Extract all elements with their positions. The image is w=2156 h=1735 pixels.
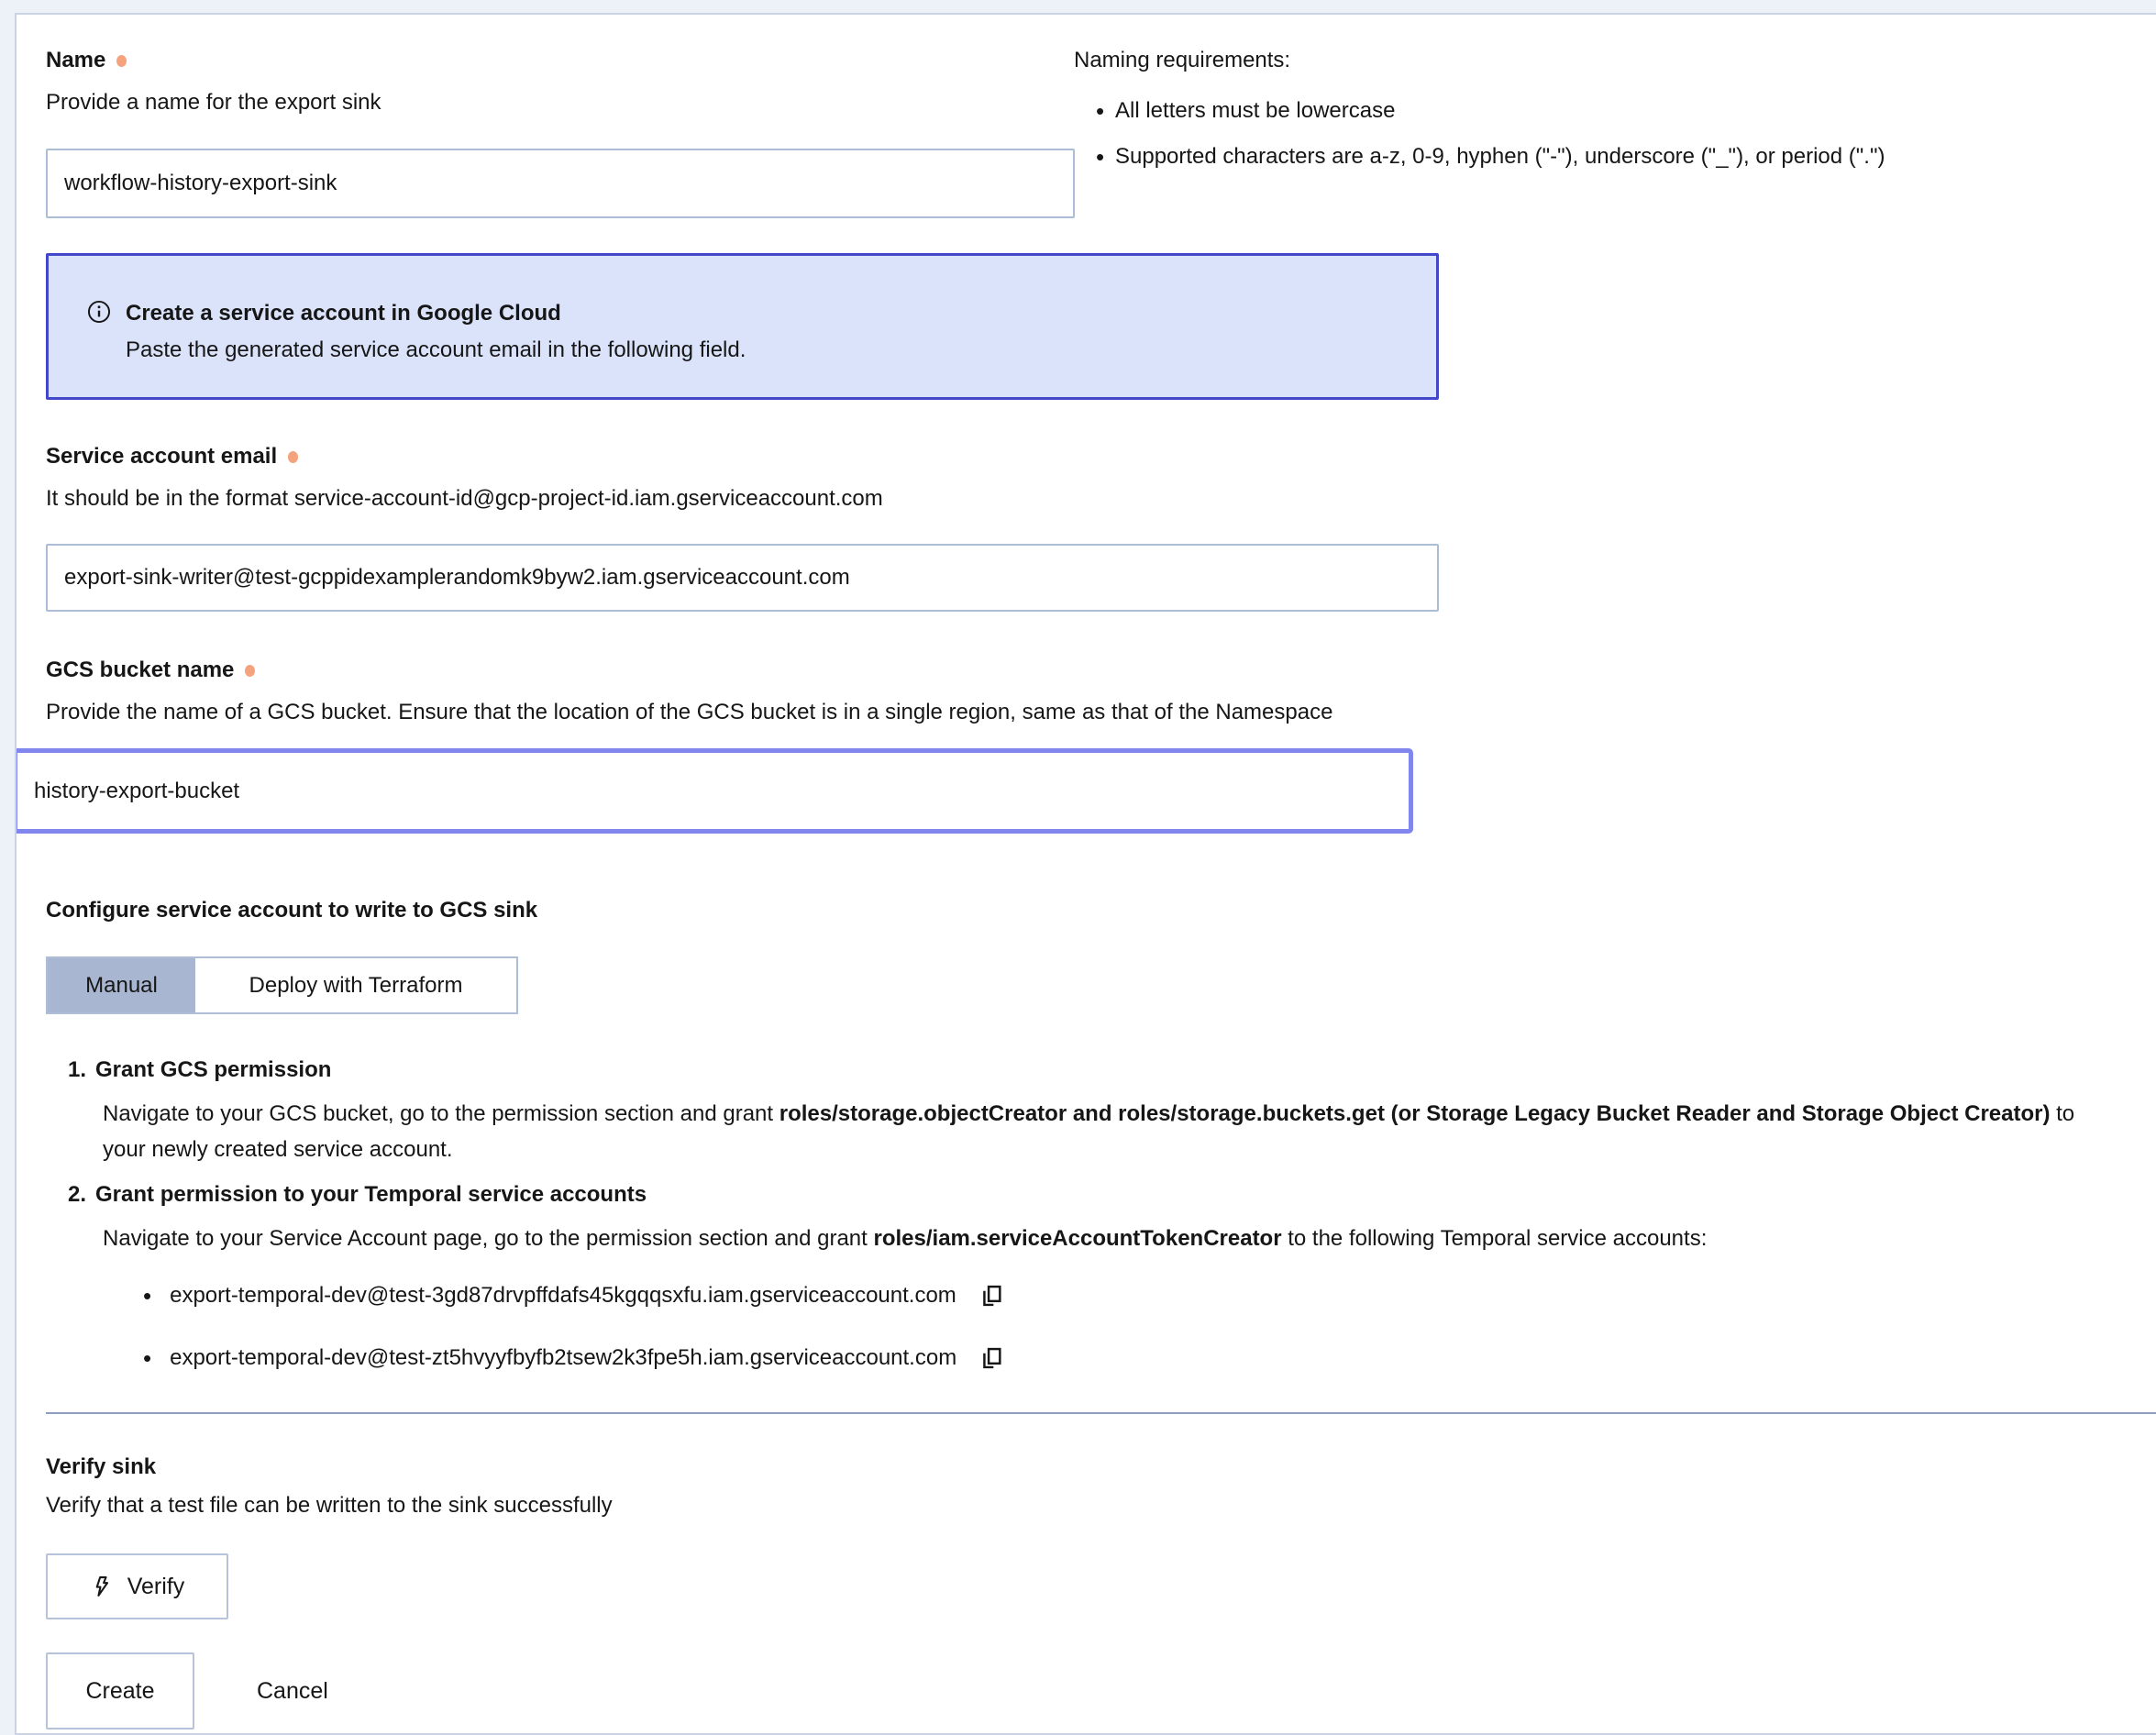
step-1-body [103, 1096, 2092, 1167]
required-dot-icon [245, 665, 255, 677]
temporal-service-account-email: export-temporal-dev@test-3gd87drvpffdafs45kgqqsxfu.iam.gserviceaccount.com [170, 1283, 956, 1308]
step-body-text: to the following Temporal service accounts: [1281, 1226, 1708, 1251]
copy-icon[interactable] [978, 1345, 1004, 1371]
step-body-bold: roles/storage.objectCreator and roles/storage.buckets.get (or Storage Legacy Bucket Reader and Storage Object Creator) [779, 1101, 2051, 1126]
required-dot-icon [288, 451, 298, 463]
step-body-text: Navigate to your GCS bucket, go to the permission section and grant [103, 1101, 779, 1126]
configure-tabs [46, 956, 518, 1014]
step-1-title [68, 1054, 2156, 1087]
form-actions [46, 1652, 2156, 1729]
info-banner [46, 253, 1439, 400]
required-dot-icon [116, 55, 127, 67]
step-body-text: to your newly created service account. [103, 1101, 2075, 1162]
verify-section-description: Verify that a test file can be written to the sink successfully [46, 1493, 613, 1518]
export-sink-form [15, 13, 2156, 1735]
service-account-description: It should be in the format service-account-id@gcp-project-id.iam.gserviceaccount.com [46, 486, 883, 511]
naming-requirements [1045, 44, 2156, 218]
cancel-button[interactable]: Cancel [257, 1652, 328, 1729]
verify-button-label: Verify [127, 1573, 185, 1599]
service-account-label: Service account email [46, 444, 278, 469]
tab-manual[interactable]: Manual [48, 958, 195, 1012]
step-body-text: Navigate to your Service Account page, go to the permission section and grant [103, 1226, 874, 1251]
name-field-description: Provide a name for the export sink [46, 90, 381, 115]
name-field-section [17, 44, 1045, 218]
info-banner-title: Create a service account in Google Cloud [126, 301, 561, 326]
tab-deploy-with-terraform[interactable]: Deploy with Terraform [195, 958, 516, 1012]
step-2-title [68, 1178, 2156, 1211]
name-input[interactable] [46, 149, 1075, 218]
service-account-email-input[interactable] [46, 544, 1439, 612]
gcs-bucket-description: Provide the name of a GCS bucket. Ensure that the location of the GCS bucket is in a single region, same as that of the Namespace [46, 700, 1333, 724]
copy-icon[interactable] [978, 1283, 1004, 1309]
gcs-bucket-label: GCS bucket name [46, 658, 235, 682]
configure-section-title: Configure service account to write to GCS sink [46, 898, 538, 923]
temporal-service-account-list [17, 1276, 2156, 1377]
step-body-bold: roles/iam.serviceAccountTokenCreator [873, 1226, 1282, 1251]
section-divider [46, 1412, 2156, 1414]
step-2-body [103, 1221, 2092, 1256]
info-banner-body: Paste the generated service account email in the following field. [126, 337, 746, 362]
create-button[interactable]: Create [46, 1652, 194, 1729]
step-title-text: Grant permission to your Temporal service accounts [95, 1182, 647, 1207]
lightning-bolt-icon [90, 1575, 114, 1598]
step-title-text: Grant GCS permission [95, 1057, 332, 1082]
list-item [143, 1276, 2156, 1315]
step-number: 2. [68, 1182, 87, 1207]
verify-section-title: Verify sink [46, 1454, 157, 1479]
bullet-icon: • [143, 1281, 152, 1310]
step-number: 1. [68, 1057, 87, 1082]
gcs-bucket-name-input[interactable] [15, 748, 1413, 834]
info-icon [87, 300, 111, 324]
top-row [17, 44, 2156, 218]
verify-button[interactable] [46, 1553, 228, 1619]
bullet-icon: • [143, 1343, 152, 1372]
naming-requirements-title: Naming requirements: [1074, 48, 1291, 72]
temporal-service-account-email: export-temporal-dev@test-zt5hvyyfbyfb2tsew2k3fpe5h.iam.gserviceaccount.com [170, 1345, 957, 1370]
name-field-label: Name [46, 48, 106, 72]
list-item [143, 1339, 2156, 1377]
naming-requirement-item: • All letters must be lowercase [1074, 88, 2156, 134]
naming-requirement-item: • Supported characters are a-z, 0-9, hyphen ("-"), underscore ("_"), or period (".") [1074, 134, 2156, 180]
